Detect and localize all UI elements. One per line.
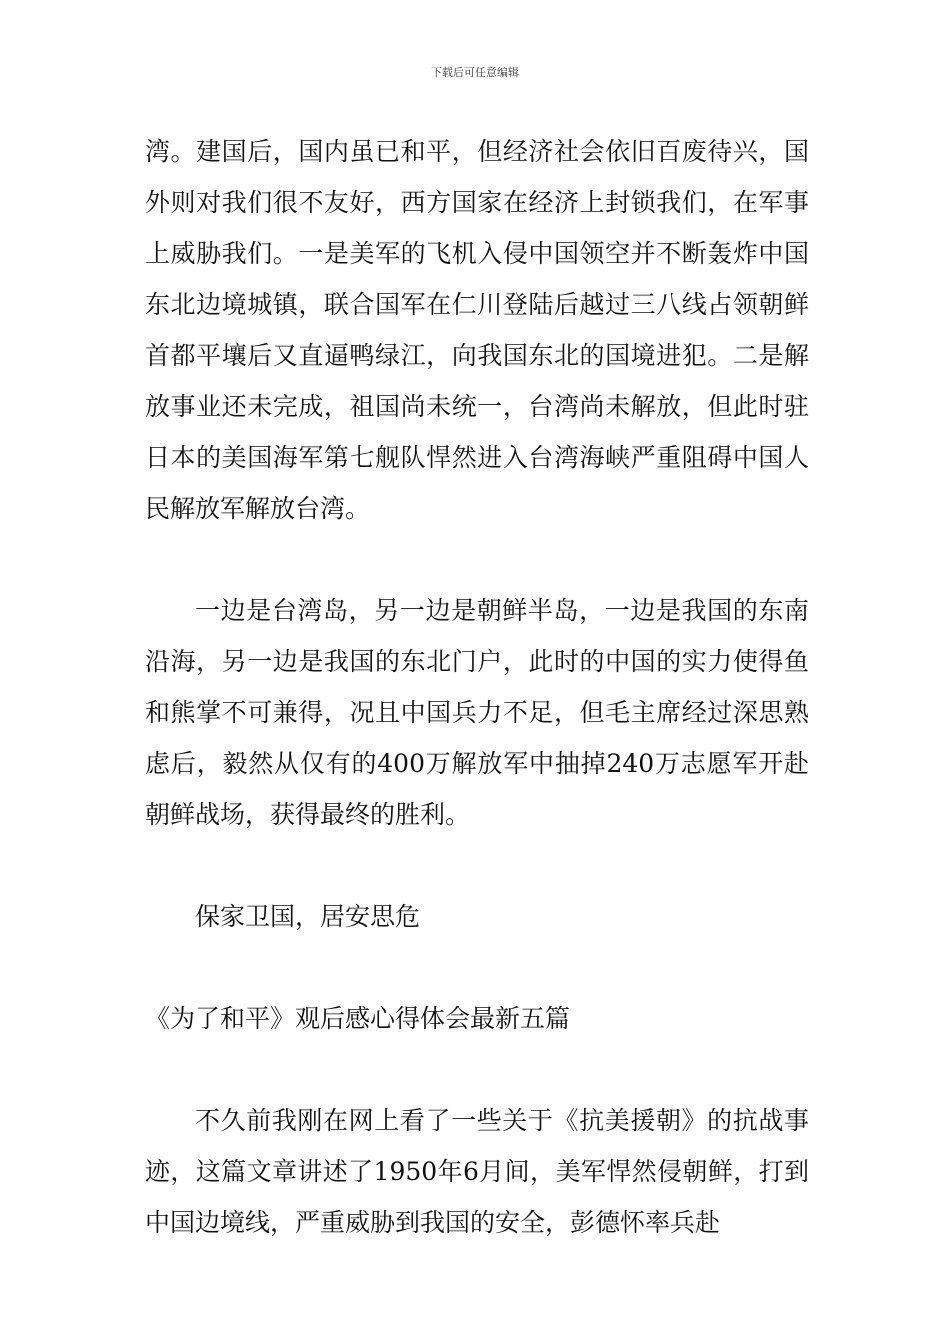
- paragraph-gap: [145, 534, 809, 585]
- paragraph-motto: 保家卫国，居安思危: [195, 902, 421, 931]
- paragraph-continuation: 湾。建国后，国内虽已和平，但经济社会依旧百废待兴，国外则对我们很不友好，西方国家在经济上封锁我们，在军事上威胁我们。一是美军的飞机入侵中国领空并不断轰炸中国东北边境城镇，联合国军在仁川登陆后越过三八线占领朝鲜首都平壤后又直逼鸭绿江，向我国东北的国境进犯。二是解放事业还未完成，祖国尚未统一，台湾尚未解放，但此时驻日本的美国海军第七舰队悍然进入台湾海峡严重阻碍中国人民解放军解放台湾。: [145, 137, 809, 523]
- section-title: 《为了和平》观后感心得体会最新五篇: [145, 1004, 571, 1033]
- paragraph-gap: [145, 1044, 809, 1095]
- paragraph-gap: [145, 942, 809, 993]
- paragraph-korean-war: 一边是台湾岛，另一边是朝鲜半岛，一边是我国的东南沿海，另一边是我国的东北门户，此时的中国的实力使得鱼和熊掌不可兼得，况且中国兵力不足，但毛主席经过深思熟虑后，毅然从仅有的400万解放军中抽掉240万志愿军开赴朝鲜战场，获得最终的胜利。: [145, 596, 809, 829]
- document-body: [145, 126, 809, 1248]
- page-header: 下载后可任意编辑: [431, 66, 519, 79]
- paragraph-intro: 不久前我刚在网上看了一些关于《抗美援朝》的抗战事迹，这篇文章讲述了1950年6月间，美军悍然侵朝鲜，打到中国边境线，严重威胁到我国的安全，彭德怀率兵赴: [145, 1106, 809, 1237]
- paragraph-gap: [145, 840, 809, 891]
